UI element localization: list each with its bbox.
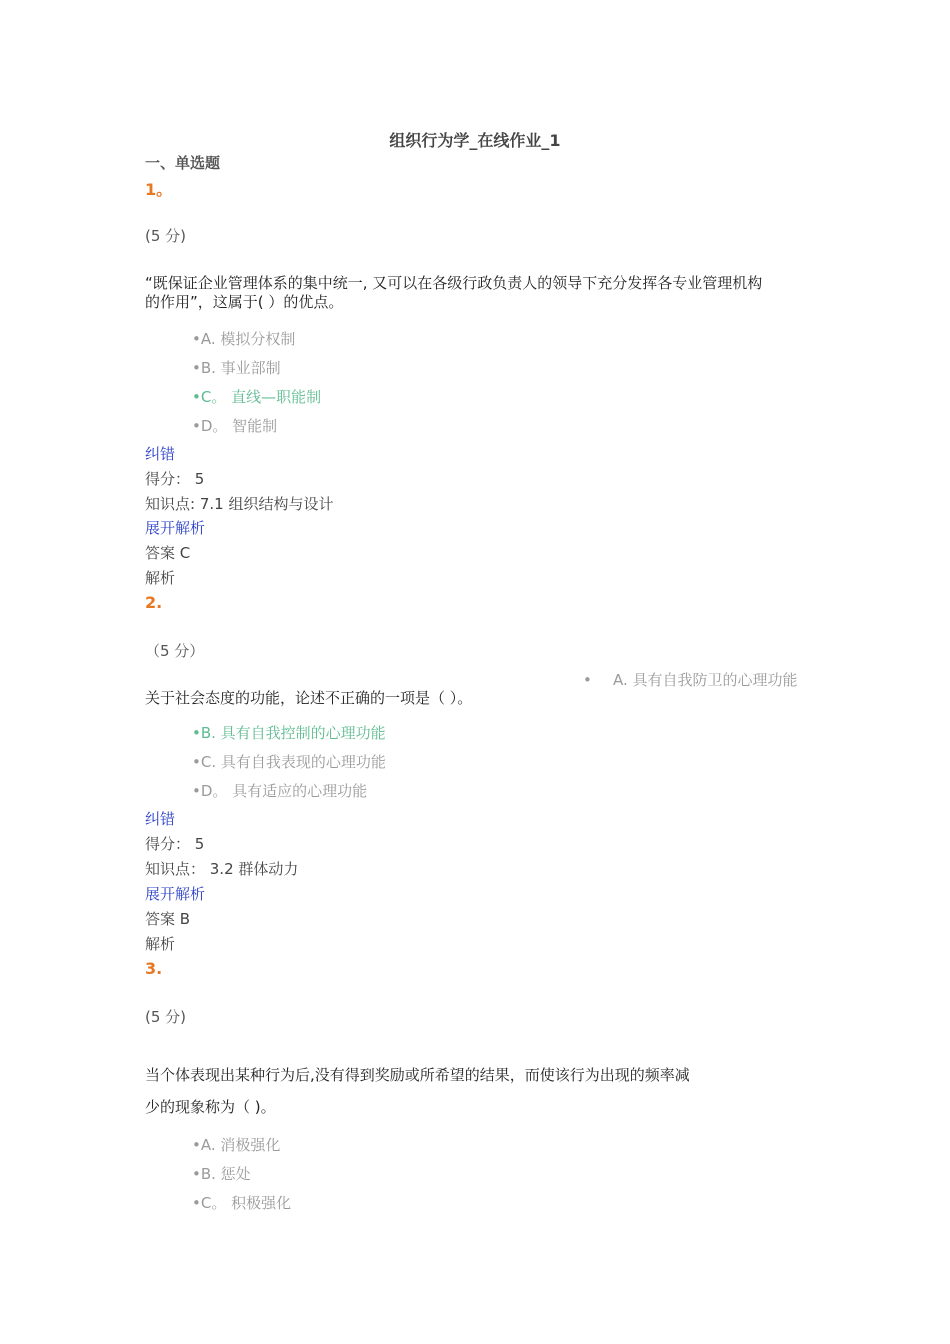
question-2-option-d[interactable]: •D。 具有适应的心理功能 <box>192 782 368 800</box>
question-2-option-a-label: A. 具有自我防卫的心理功能 <box>613 671 798 689</box>
question-1-number: 1。 <box>145 180 173 199</box>
question-2-option-b[interactable]: •B. 具有自我控制的心理功能 <box>192 724 386 742</box>
question-3-option-b[interactable]: •B. 惩处 <box>192 1165 251 1183</box>
question-3-stem-line-2: 少的现象称为（ )。 <box>145 1098 276 1116</box>
question-1-option-d[interactable]: •D。 智能制 <box>192 417 278 435</box>
question-2-number: 2. <box>145 593 163 612</box>
question-1-answer: 答案 C <box>145 544 191 562</box>
question-1-knowledge-point: 知识点: 7.1 组织结构与设计 <box>145 495 334 513</box>
section-heading: 一、单选题 <box>145 154 221 172</box>
question-2-knowledge-point: 知识点： 3.2 群体动力 <box>145 860 299 878</box>
bullet-icon: • <box>583 671 592 689</box>
page-title: 组织行为学_在线作业_1 <box>389 131 561 150</box>
question-3-score: (5 分) <box>145 1008 187 1026</box>
question-3-number: 3. <box>145 959 163 978</box>
question-1-stem: “既保证企业管理体系的集中统一, 又可以在各级行政负责人的领导下充分发挥各专业管理机构的作用”，这属于( ）的优点。 <box>145 274 763 311</box>
question-2-score: （5 分） <box>145 642 205 660</box>
question-1-option-c[interactable]: •C。 直线—职能制 <box>192 388 322 406</box>
question-2-option-c[interactable]: •C. 具有自我表现的心理功能 <box>192 753 386 771</box>
question-3-option-c[interactable]: •C。 积极强化 <box>192 1194 292 1212</box>
question-1-option-a[interactable]: •A. 模拟分权制 <box>192 330 296 348</box>
question-1-got-score: 得分： 5 <box>145 470 205 488</box>
question-2-answer: 答案 B <box>145 910 191 928</box>
question-2-stem: 关于社会态度的功能，论述不正确的一项是（ ）。 <box>145 689 473 707</box>
question-3-option-a[interactable]: •A. 消极强化 <box>192 1136 281 1154</box>
question-1-report-link[interactable]: 纠错 <box>145 445 176 463</box>
question-1-expand-link[interactable]: 展开解析 <box>145 519 206 537</box>
question-1-option-b[interactable]: •B. 事业部制 <box>192 359 281 377</box>
question-2-expand-link[interactable]: 展开解析 <box>145 885 206 903</box>
question-1-analysis: 解析 <box>145 569 176 587</box>
question-2-got-score: 得分： 5 <box>145 835 205 853</box>
question-2-report-link[interactable]: 纠错 <box>145 810 176 828</box>
question-2-analysis: 解析 <box>145 935 176 953</box>
question-3-stem-line-1: 当个体表现出某种行为后,没有得到奖励或所希望的结果，而使该行为出现的频率减 <box>145 1066 690 1084</box>
question-1-score: (5 分) <box>145 227 187 245</box>
